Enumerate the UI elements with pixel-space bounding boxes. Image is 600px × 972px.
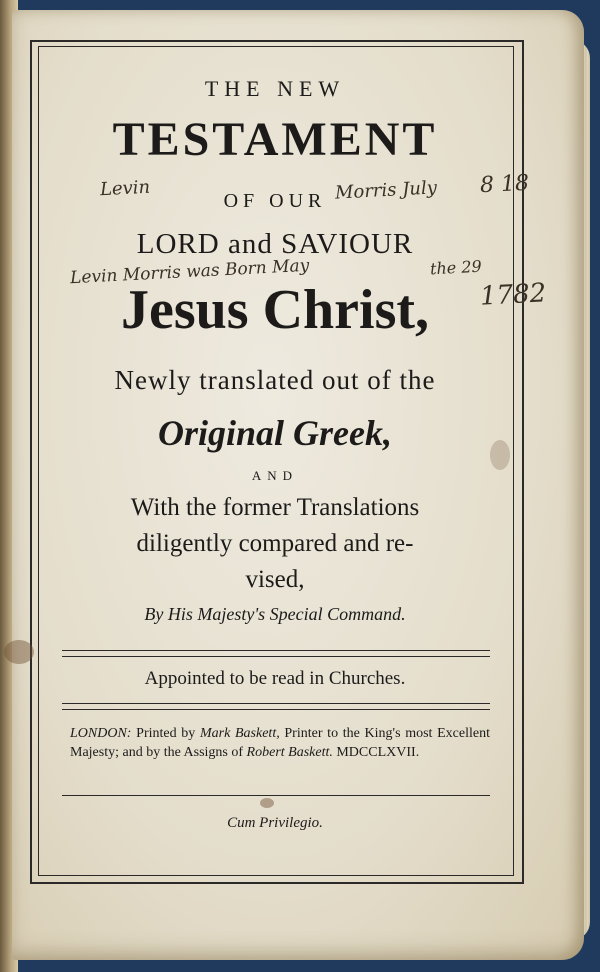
divider-rule — [62, 650, 490, 651]
divider-rule — [62, 656, 490, 657]
imprint-text-2: Printer to the King's most Excellent Majesty; and by the Assigns of — [70, 726, 490, 760]
title-line-the-new: THE NEW — [204, 76, 346, 101]
handwritten-name-left: Levin — [99, 176, 151, 201]
handwritten-date-right: 8 18 — [479, 170, 530, 199]
appointed-line: Appointed to be read in Churches. — [144, 668, 406, 689]
subtitle-line-2: diligently compared and re- — [136, 530, 414, 557]
divider-rule — [62, 709, 490, 710]
subtitle-and: AND — [251, 468, 299, 483]
title-of-our: OF OUR — [223, 190, 327, 212]
ink-stain — [490, 440, 510, 470]
ink-stain — [4, 640, 34, 664]
subtitle-newly-translated: Newly translated out of the — [114, 365, 436, 395]
divider-rule — [62, 795, 490, 796]
imprint-city: LONDON: — [70, 726, 132, 741]
title-testament: TESTAMENT — [112, 113, 438, 166]
ink-stain — [260, 798, 274, 808]
subtitle-translations-block — [40, 490, 510, 598]
royal-command-line: By His Majesty's Special Command. — [144, 604, 406, 624]
title-jesus-christ: Jesus Christ, — [120, 279, 430, 341]
handwritten-birth-note: Levin Morris was Born May — [69, 255, 310, 289]
subtitle-line-1: With the former Translations — [130, 494, 420, 521]
imprint-printer-1: Mark Baskett, — [199, 726, 280, 741]
title-lord-and-saviour: LORD and SAVIOUR — [136, 228, 414, 260]
imprint-printer-2: Robert Baskett. — [246, 745, 333, 760]
handwritten-name-right: Morris July — [334, 177, 438, 204]
subtitle-line-3: vised, — [245, 566, 305, 593]
subtitle-original-greek: Original Greek, — [158, 413, 392, 453]
imprint — [70, 724, 490, 762]
divider-rule — [62, 703, 490, 704]
privilege-line: Cum Privilegio. — [227, 815, 323, 831]
handwritten-birth-day: the 29 — [429, 256, 483, 279]
imprint-year: MDCCLXVII. — [336, 745, 420, 760]
imprint-text-1: Printed by — [136, 726, 196, 741]
handwritten-birth-year: 1782 — [479, 278, 547, 312]
